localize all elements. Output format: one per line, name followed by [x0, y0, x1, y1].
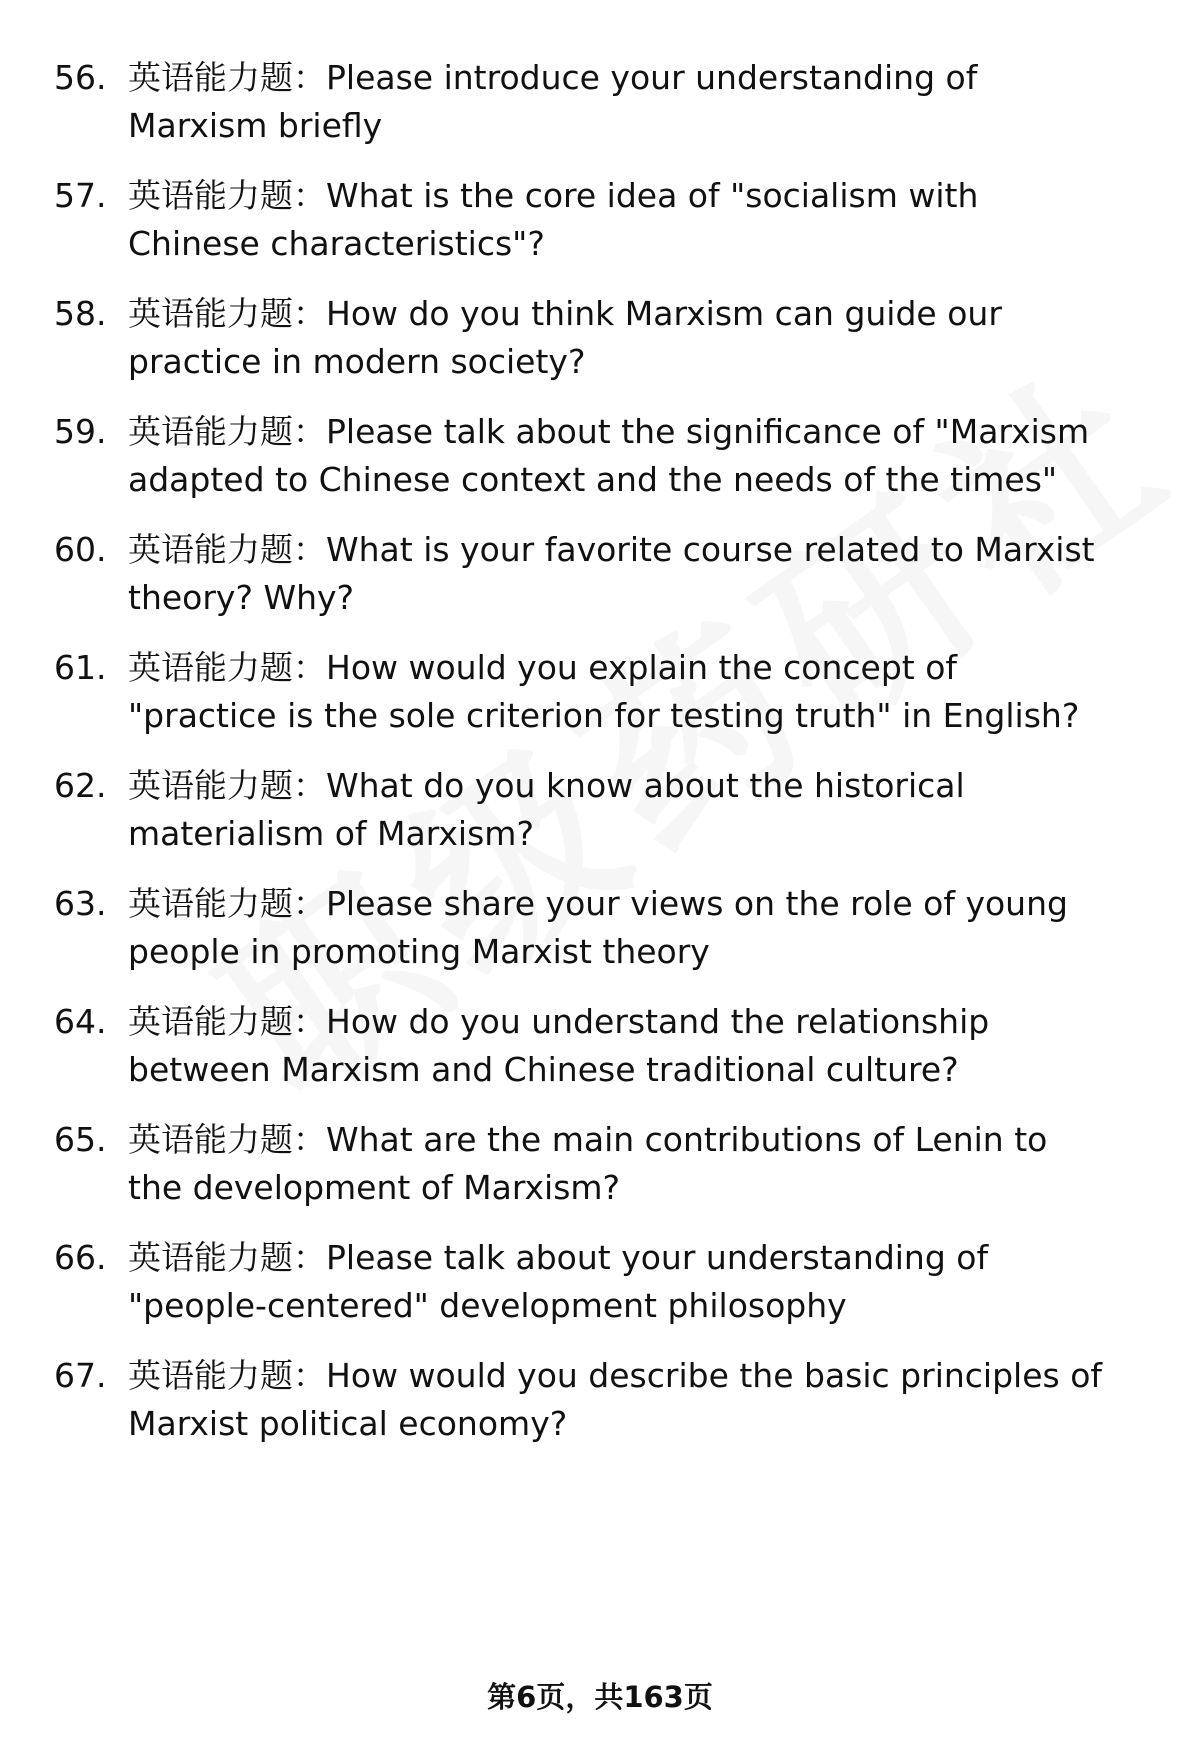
question-number: 58. [54, 294, 107, 333]
question-text [128, 880, 1178, 976]
question-tag: 英语能力题： [128, 1120, 326, 1159]
question-number: 59. [54, 412, 107, 451]
question-line-2: materialism of Marxism? [128, 814, 534, 853]
question-line-2: adapted to Chinese context and the needs of the times" [128, 460, 1058, 499]
question-tag: 英语能力题： [128, 176, 326, 215]
question-number: 57. [54, 176, 107, 215]
question-text [128, 408, 1178, 504]
question-line-2: "people-centered" development philosophy [128, 1286, 847, 1325]
question-line-2: Marxism briefly [128, 106, 383, 145]
question-line-1: How do you think Marxism can guide our [326, 294, 1002, 333]
question-tag: 英语能力题： [128, 1238, 326, 1277]
question-text [128, 172, 1178, 268]
question-number: 60. [54, 530, 107, 569]
question-line-1: How would you describe the basic principles of [326, 1356, 1102, 1395]
question-tag: 英语能力题： [128, 530, 326, 569]
question-tag: 英语能力题： [128, 766, 326, 805]
question-text [128, 54, 1178, 150]
question-line-2: the development of Marxism? [128, 1168, 621, 1207]
question-number: 66. [54, 1238, 107, 1277]
question-line-1: How do you understand the relationship [326, 1002, 990, 1041]
question-number: 56. [54, 58, 107, 97]
question-tag: 英语能力题： [128, 58, 326, 97]
question-line-1: What are the main contributions of Lenin to [326, 1120, 1048, 1159]
question-line-2: between Marxism and Chinese traditional culture? [128, 1050, 959, 1089]
question-text [128, 1234, 1178, 1330]
question-line-1: What is the core idea of "socialism with [326, 176, 979, 215]
question-text [128, 1352, 1178, 1448]
question-tag: 英语能力题： [128, 294, 326, 333]
question-text [128, 1116, 1178, 1212]
question-text [128, 998, 1178, 1094]
question-tag: 英语能力题： [128, 412, 326, 451]
question-text [128, 762, 1178, 858]
page-number-footer: 第6页，共163页 [487, 1680, 713, 1714]
question-line-2: practice in modern society? [128, 342, 586, 381]
question-line-2: Chinese characteristics"? [128, 224, 545, 263]
question-number: 64. [54, 1002, 107, 1041]
question-text [128, 644, 1178, 740]
question-number: 63. [54, 884, 107, 923]
question-text [128, 526, 1178, 622]
question-line-2: theory? Why? [128, 578, 355, 617]
question-line-1: Please share your views on the role of young [326, 884, 1068, 923]
question-line-2: Marxist political economy? [128, 1404, 568, 1443]
question-line-1: What do you know about the historical [326, 766, 965, 805]
question-line-1: How would you explain the concept of [326, 648, 957, 687]
question-line-1: Please talk about your understanding of [326, 1238, 989, 1277]
question-line-1: Please introduce your understanding of [326, 58, 978, 97]
question-number: 65. [54, 1120, 107, 1159]
question-number: 61. [54, 648, 107, 687]
question-tag: 英语能力题： [128, 648, 326, 687]
question-number: 67. [54, 1356, 107, 1395]
question-tag: 英语能力题： [128, 884, 326, 923]
question-line-1: Please talk about the significance of "Marxism [326, 412, 1090, 451]
question-line-1: What is your favorite course related to Marxist [326, 530, 1095, 569]
question-tag: 英语能力题： [128, 1356, 326, 1395]
question-tag: 英语能力题： [128, 1002, 326, 1041]
question-line-2: "practice is the sole criterion for testing truth" in English? [128, 696, 1080, 735]
question-number: 62. [54, 766, 107, 805]
question-line-2: people in promoting Marxist theory [128, 932, 710, 971]
question-text [128, 290, 1178, 386]
